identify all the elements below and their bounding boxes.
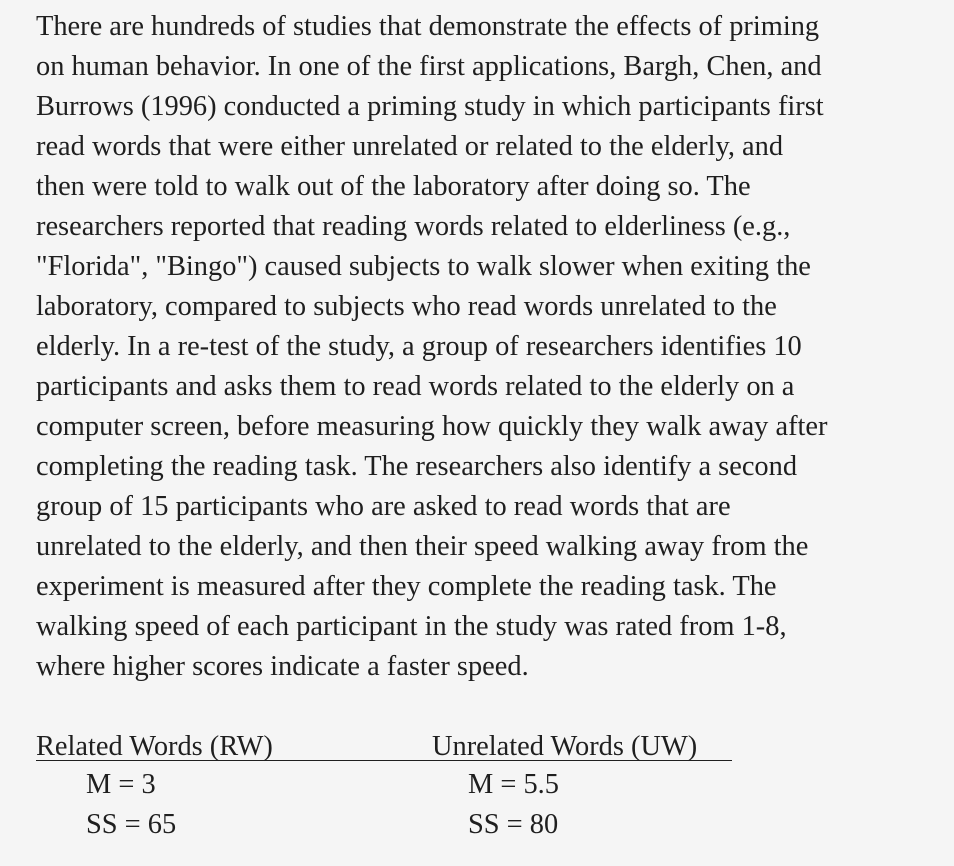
statistics-header bbox=[36, 728, 736, 766]
related-words-ss: SS = 65 bbox=[86, 809, 177, 840]
related-words-heading: Related Words (RW) bbox=[36, 731, 273, 762]
passage-line: participants and asks them to read words related to the elderly on a bbox=[36, 371, 795, 402]
passage-line: experiment is measured after they complete the reading task. The bbox=[36, 571, 777, 602]
passage-line: then were told to walk out of the laboratory after doing so. The bbox=[36, 171, 751, 202]
group-statistics bbox=[36, 728, 756, 848]
unrelated-words-ss: SS = 80 bbox=[468, 809, 559, 840]
passage-line: on human behavior. In one of the first applications, Bargh, Chen, and bbox=[36, 51, 822, 82]
passage-line: "Florida", "Bingo") caused subjects to walk slower when exiting the bbox=[36, 251, 811, 282]
passage-line: group of 15 participants who are asked to read words that are bbox=[36, 491, 731, 522]
passage-line: walking speed of each participant in the study was rated from 1-8, bbox=[36, 611, 787, 642]
passage-line: elderly. In a re-test of the study, a group of researchers identifies 10 bbox=[36, 331, 802, 362]
passage-line: laboratory, compared to subjects who read words unrelated to the bbox=[36, 291, 777, 322]
unrelated-words-heading: Unrelated Words (UW) bbox=[432, 731, 698, 762]
unrelated-words-mean: M = 5.5 bbox=[468, 769, 559, 800]
passage-line: Burrows (1996) conducted a priming study in which participants first bbox=[36, 91, 824, 122]
passage-line: where higher scores indicate a faster speed. bbox=[36, 651, 529, 682]
related-words-mean: M = 3 bbox=[86, 769, 156, 800]
passage-line: computer screen, before measuring how quickly they walk away after bbox=[36, 411, 828, 442]
passage-line: completing the reading task. The researchers also identify a second bbox=[36, 451, 798, 482]
passage-line: read words that were either unrelated or related to the elderly, and bbox=[36, 131, 784, 162]
problem-passage bbox=[36, 7, 951, 687]
passage-line: unrelated to the elderly, and then their speed walking away from the bbox=[36, 531, 809, 562]
passage-line: researchers reported that reading words related to elderliness (e.g., bbox=[36, 211, 791, 242]
passage-line: There are hundreds of studies that demonstrate the effects of priming bbox=[36, 11, 820, 42]
